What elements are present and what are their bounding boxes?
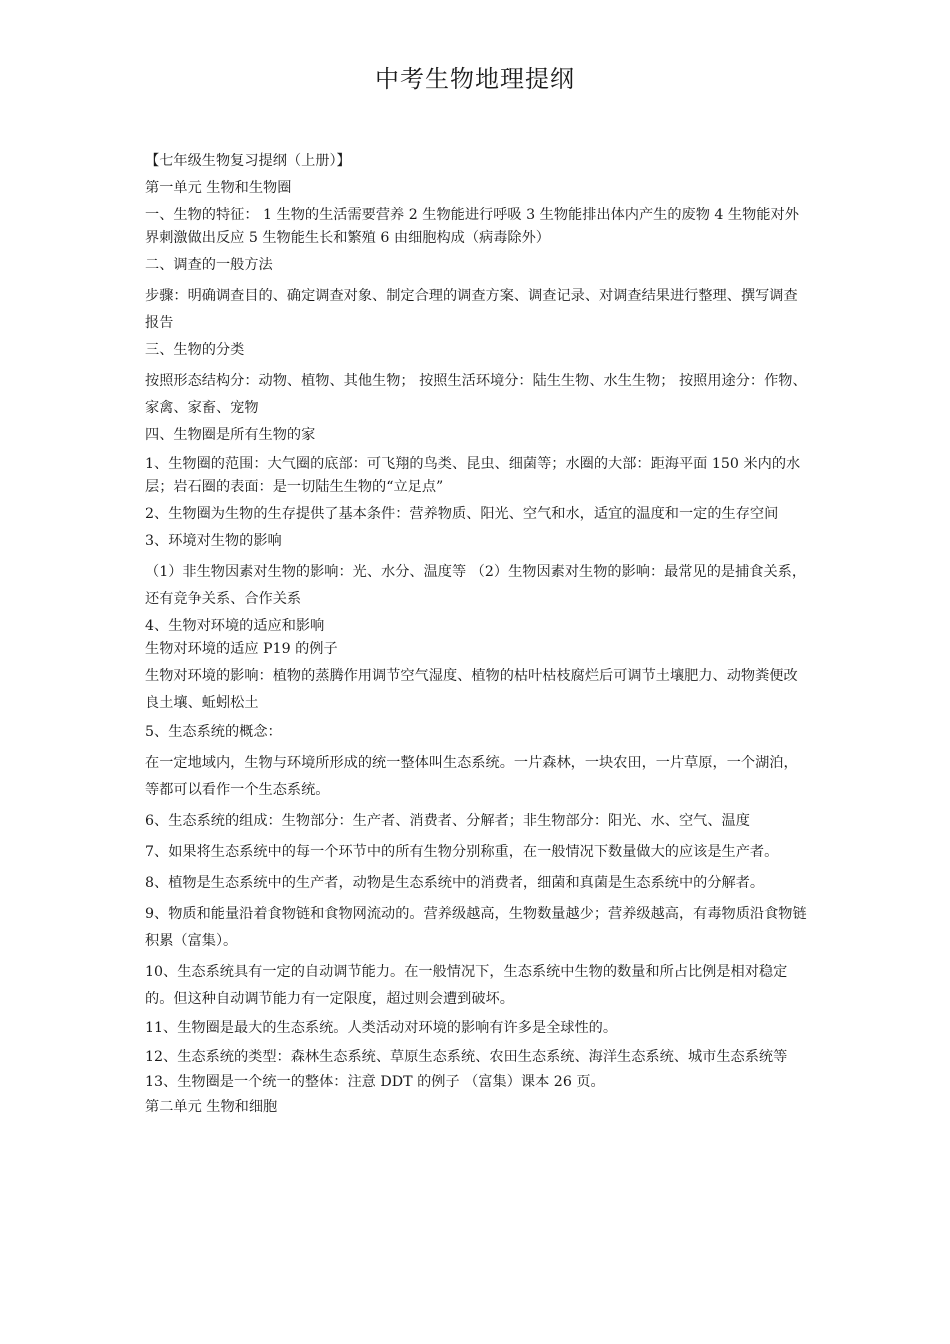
paragraph: （1）非生物因素对生物的影响：光、水分、温度等 （2）生物因素对生物的影响：最常见的是捕食关系，还有竞争关系、合作关系 bbox=[145, 564, 807, 607]
section-heading: 【七年级生物复习提纲（上册）】 bbox=[145, 153, 351, 169]
paragraph: 按照形态结构分：动物、植物、其他生物； 按照生活环境分：陆生生物、水生生物； 按照用途分：作物、家禽、家畜、宠物 bbox=[145, 373, 807, 416]
paragraph: 三、生物的分类 bbox=[145, 342, 245, 358]
paragraph: 10、生态系统具有一定的自动调节能力。在一般情况下，生态系统中生物的数量和所占比例是相对稳定的。但这种自动调节能力有一定限度，超过则会遭到破坏。 bbox=[145, 964, 788, 1007]
paragraph: 13、生物圈是一个统一的整体：注意 DDT 的例子 （富集）课本 26 页。 bbox=[145, 1074, 605, 1090]
paragraph: 6、生态系统的组成：生物部分：生产者、消费者、分解者；非生物部分：阳光、水、空气、温度 bbox=[145, 813, 750, 829]
paragraph: 11、生物圈是最大的生态系统。人类活动对环境的影响有许多是全球性的。 bbox=[145, 1020, 618, 1036]
paragraph: 二、调查的一般方法 bbox=[145, 257, 273, 273]
document-title: 中考生物地理提纲 bbox=[375, 65, 575, 93]
paragraph: 3、环境对生物的影响 bbox=[145, 533, 282, 549]
unit-heading: 第一单元 生物和生物圈 bbox=[145, 180, 292, 196]
paragraph: 5、生态系统的概念： bbox=[145, 724, 282, 740]
paragraph: 一、生物的特征： 1 生物的生活需要营养 2 生物能进行呼吸 3 生物能排出体内产生的废物 4 生物能对外界刺激做出反应 5 生物能生长和繁殖 6 由细胞构成（病毒除外） bbox=[145, 207, 799, 246]
paragraph: 四、生物圈是所有生物的家 bbox=[145, 427, 316, 443]
paragraph: 4、生物对环境的适应和影响 bbox=[145, 618, 325, 634]
paragraph: 8、植物是生态系统中的生产者，动物是生态系统中的消费者，细菌和真菌是生态系统中的分解者。 bbox=[145, 875, 765, 891]
paragraph: 1、生物圈的范围：大气圈的底部：可飞翔的鸟类、昆虫、细菌等；水圈的大部：距海平面 150 米内的水层；岩石圈的表面：是一切陆生生物的“立足点” bbox=[145, 456, 801, 495]
paragraph: 2、生物圈为生物的生存提供了基本条件：营养物质、阳光、空气和水，适宜的温度和一定的生存空间 bbox=[145, 506, 779, 522]
unit-heading: 第二单元 生物和细胞 bbox=[145, 1099, 278, 1115]
paragraph: 生物对环境的影响：植物的蒸腾作用调节空气湿度、植物的枯叶枯枝腐烂后可调节土壤肥力、动物粪便改良土壤、蚯蚓松土 bbox=[145, 668, 798, 711]
paragraph: 步骤：明确调查目的、确定调查对象、制定合理的调查方案、调查记录、对调查结果进行整理、撰写调查报告 bbox=[145, 288, 798, 331]
paragraph: 7、如果将生态系统中的每一个环节中的所有生物分别称重，在一般情况下数量做大的应该是生产者。 bbox=[145, 844, 779, 860]
paragraph: 生物对环境的适应 P19 的例子 bbox=[145, 641, 338, 657]
document-body bbox=[145, 150, 810, 1119]
paragraph: 在一定地域内，生物与环境所形成的统一整体叫生态系统。一片森林，一块农田，一片草原，一个湖泊，等都可以看作一个生态系统。 bbox=[145, 755, 798, 798]
paragraph: 9、物质和能量沿着食物链和食物网流动的。营养级越高，生物数量越少；营养级越高，有毒物质沿食物链积累（富集）。 bbox=[145, 906, 807, 949]
paragraph: 12、生态系统的类型：森林生态系统、草原生态系统、农田生态系统、海洋生态系统、城市生态系统等 bbox=[145, 1049, 788, 1065]
